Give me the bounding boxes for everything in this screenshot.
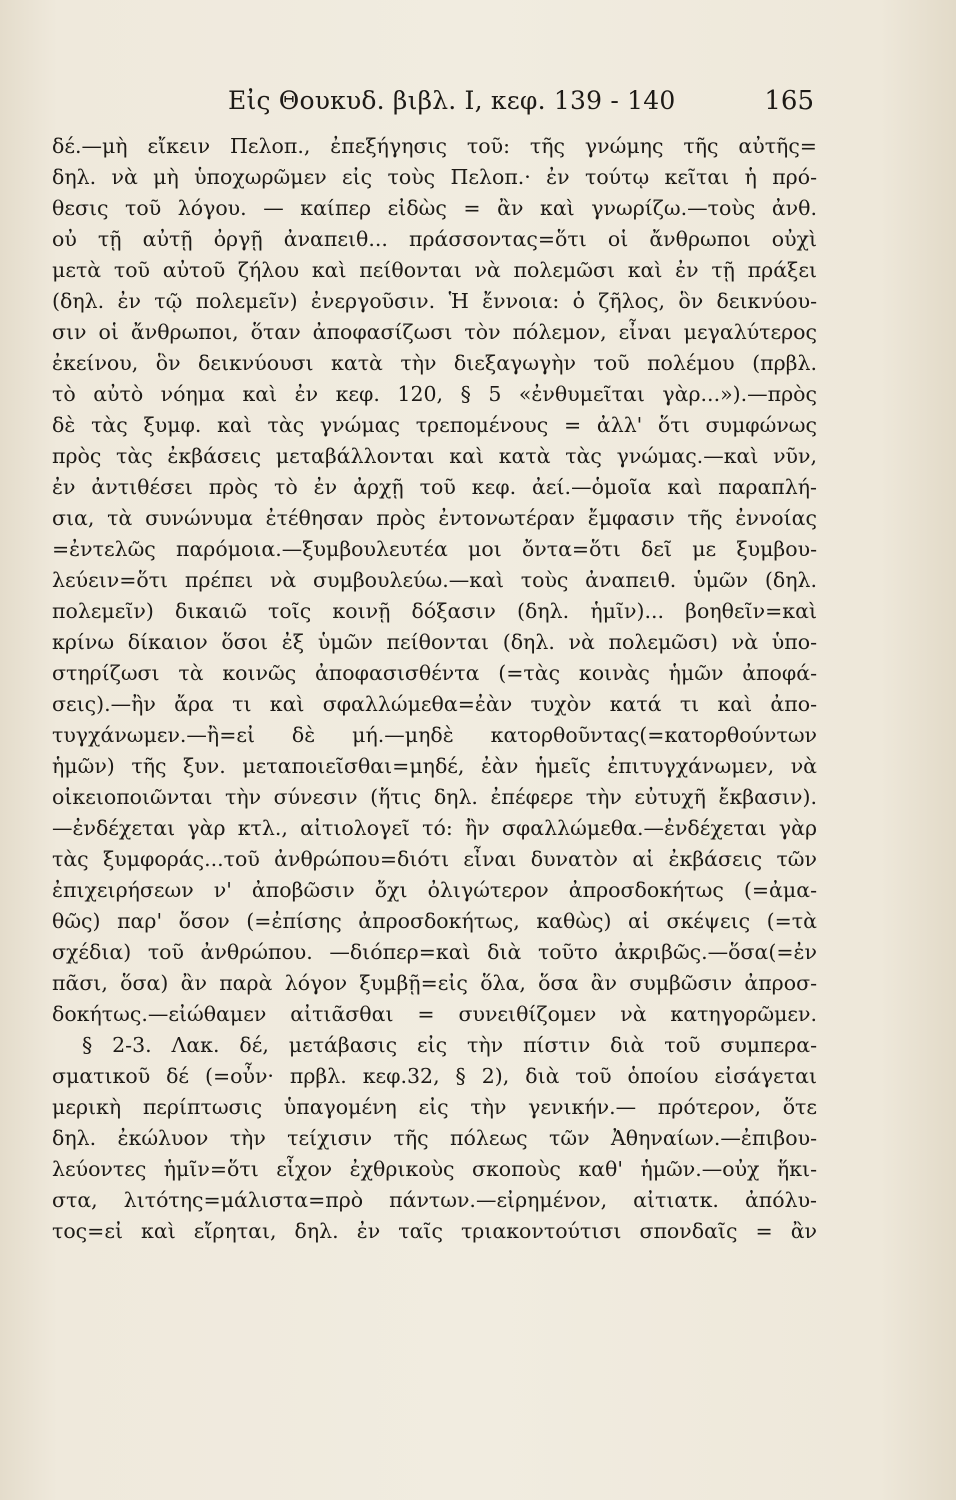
text-line: θῶς) παρ' ὅσον (=ἐπίσης ἀπροσδοκήτως, καθὼς) αἱ σκέψεις (=τὰ [52,909,817,933]
text-line: —ἐνδέχεται γὰρ κτλ., αἰτιολογεῖ τό: ἢν σφαλλώμεθα.—ἐνδέχεται γὰρ [52,816,817,840]
text-line: κρίνω δίκαιον ὅσοι ἐξ ὑμῶν πείθονται (δηλ. νὰ πολεμῶσι) νὰ ὑπο- [52,630,817,654]
commentary-text [52,131,817,1247]
text-line: δηλ. ἐκώλυον τὴν τείχισιν τῆς πόλεως τῶν Ἀθηναίων.—ἐπιβου- [52,1126,817,1150]
text-line: δοκήτως.—εἰώθαμεν αἰτιᾶσθαι = συνειθίζομεν νὰ κατηγορῶμεν. [52,1002,817,1026]
text-line: τὸ αὐτὸ νόημα καὶ ἐν κεφ. 120, § 5 «ἐνθυμεῖται γὰρ...»).—πρὸς [52,382,817,406]
text-line: πολεμεῖν) δικαιῶ τοῖς κοινῇ δόξασιν (δηλ. ἡμῖν)... βοηθεῖν=καὶ [52,599,817,623]
text-line: τὰς ξυμφοράς...τοῦ ἀνθρώπου=διότι εἶναι δυνατὸν αἱ ἐκβάσεις τῶν [52,847,817,871]
running-head: Εἰς Θουκυδ. βιβλ. Ι, κεφ. 139 - 140 [228,86,676,115]
text-line: πᾶσι, ὅσα) ἂν παρὰ λόγον ξυμβῇ=εἰς ὅλα, ὅσα ἂν συμβῶσιν ἀπροσ- [52,971,817,995]
text-line: στα, λιτότης=μάλιστα=πρὸ πάντων.—εἰρημένον, αἰτιατκ. ἀπόλυ- [52,1188,817,1212]
text-line: σχέδια) τοῦ ἀνθρώπου. —διόπερ=καὶ διὰ τοῦτο ἀκριβῶς.—ὅσα(=ἐν [52,940,817,964]
text-line: μερικὴ περίπτωσις ὑπαγομένη εἰς τὴν γενικήν.— πρότερον, ὅτε [52,1095,817,1119]
text-line: οὐ τῇ αὐτῇ ὀργῇ ἀναπειθ... πράσσοντας=ὅτι οἱ ἄνθρωποι οὐχὶ [52,227,817,251]
text-line: μετὰ τοῦ αὐτοῦ ζήλου καὶ πείθονται νὰ πολεμῶσι καὶ ἐν τῇ πράξει [52,258,817,282]
text-line: (δηλ. ἐν τῷ πολεμεῖν) ἐνεργοῦσιν. Ἡ ἔννοια: ὁ ζῆλος, ὃν δεικνύου- [52,289,817,313]
text-line: ἐκείνου, ὃν δεικνύουσι κατὰ τὴν διεξαγωγὴν τοῦ πολέμου (πρβλ. [52,351,817,375]
text-line: ἐπιχειρήσεων ν' ἀποβῶσιν ὄχι ὀλιγώτερον ἀπροσδοκήτως (=ἀμα- [52,878,817,902]
text-line: στηρίζωσι τὰ κοινῶς ἀποφασισθέντα (=τὰς κοινὰς ἡμῶν ἀποφά- [52,661,817,685]
text-line: θεσις τοῦ λόγου. — καίπερ εἰδὼς = ἂν καὶ γνωρίζω.—τοὺς ἀνθ. [52,196,817,220]
text-line: ἡμῶν) τῆς ξυν. μεταποιεῖσθαι=μηδέ, ἐὰν ἡμεῖς ἐπιτυγχάνωμεν, νὰ [52,754,817,778]
text-line: δέ.—μὴ εἴκειν Πελοπ., ἐπεξήγησις τοῦ: τῆς γνώμης τῆς αὐτῆς= [52,134,817,158]
text-line: πρὸς τὰς ἐκβάσεις μεταβάλλονται καὶ κατὰ τὰς γνώμας.—καὶ νῦν, [52,444,817,468]
text-line: σματικοῦ δέ (=οὖν· πρβλ. κεφ.32, § 2), διὰ τοῦ ὁποίου εἰσάγεται [52,1064,817,1088]
section-start-line: § 2-3. Λακ. δέ, μετάβασις εἰς τὴν πίστιν διὰ τοῦ συμπερα- [82,1033,817,1057]
text-line: τος=εἰ καὶ εἴρηται, δηλ. ἐν ταῖς τριακοντούτισι σπονδαῖς = ἂν [52,1219,817,1243]
text-line: δηλ. νὰ μὴ ὑποχωρῶμεν εἰς τοὺς Πελοπ.· ἐν τούτῳ κεῖται ἡ πρό- [52,165,817,189]
text-line: δὲ τὰς ξυμφ. καὶ τὰς γνώμας τρεπομένους = ἀλλ' ὅτι συμφώνως [52,413,817,437]
page-header [0,86,956,126]
text-line: σεις).—ἢν ἄρα τι καὶ σφαλλώμεθα=ἐὰν τυχὸν κατά τι καὶ ἀπο- [52,692,817,716]
text-line: σιν οἱ ἄνθρωποι, ὅταν ἀποφασίζωσι τὸν πόλεμον, εἶναι μεγαλύτερος [52,320,817,344]
text-line: =ἐντελῶς παρόμοια.—ξυμβουλευτέα μοι ὄντα=ὅτι δεῖ με ξυμβου- [52,537,817,561]
text-line: λεύοντες ἡμῖν=ὅτι εἶχον ἐχθρικοὺς σκοποὺς καθ' ἡμῶν.—οὐχ ἥκι- [52,1157,817,1181]
text-line: τυγχάνωμεν.—ἢ=εἰ δὲ μή.—μηδὲ κατορθοῦντας(=κατορθούντων [52,723,817,747]
text-line: οἰκειοποιῶνται τὴν σύνεσιν (ἥτις δηλ. ἐπέφερε τὴν εὐτυχῆ ἔκβασιν). [52,785,817,809]
text-line: λεύειν=ὅτι πρέπει νὰ συμβουλεύω.—καὶ τοὺς ἀναπειθ. ὑμῶν (δηλ. [52,568,817,592]
text-line: σια, τὰ συνώνυμα ἐτέθησαν πρὸς ἐντονωτέραν ἔμφασιν τῆς ἐννοίας [52,506,817,530]
page-number: 165 [764,86,814,116]
text-line: ἐν ἀντιθέσει πρὸς τὸ ἐν ἀρχῇ τοῦ κεφ. ἀεί.—ὁμοῖα καὶ παραπλή- [52,475,817,499]
